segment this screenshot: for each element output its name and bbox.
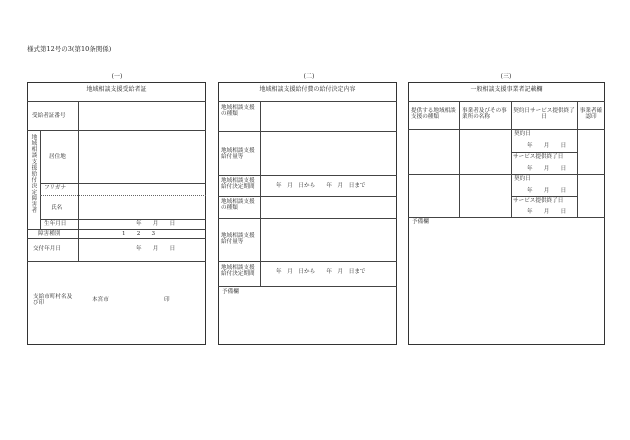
col-contract-header: 契約日サービス提供終了日 bbox=[513, 108, 575, 121]
divider bbox=[511, 152, 577, 153]
furigana-label: フリガナ bbox=[44, 185, 67, 191]
recipient-number-field[interactable] bbox=[80, 104, 202, 126]
dotted-divider bbox=[40, 195, 206, 196]
divider bbox=[218, 196, 397, 197]
service-amount-label-2: 地域相談支援給付量等 bbox=[221, 233, 255, 246]
municipality-label: 支給市町村名及び印 bbox=[33, 294, 73, 307]
section1-marker: (一) bbox=[111, 73, 123, 80]
divider bbox=[40, 130, 41, 229]
section2-remarks-field[interactable] bbox=[221, 297, 394, 342]
divider bbox=[78, 238, 79, 261]
service-amount-label-1: 地域相談支援給付量等 bbox=[221, 148, 255, 161]
divider bbox=[218, 131, 397, 132]
form-number: 様式第12号の3(第10条関係) bbox=[27, 45, 112, 53]
furigana-field[interactable] bbox=[80, 184, 202, 193]
contract-date-label-2: 契約日 bbox=[514, 176, 531, 182]
col-confirm-header: 事業者確認印 bbox=[579, 108, 603, 121]
service-end-label-1: サービス提供終了日 bbox=[513, 154, 564, 160]
decision-period-label-2: 地域相談支援給付決定期間 bbox=[221, 265, 255, 278]
service-end-value-2: 年 月 日 bbox=[527, 209, 567, 215]
decision-period-value-1: 年 月 日から 年 月 日まで bbox=[276, 183, 366, 189]
divider bbox=[577, 101, 578, 217]
divider bbox=[78, 229, 79, 238]
decision-period-label-1: 地域相談支援給付決定期間 bbox=[221, 178, 255, 191]
municipality-name: 本宮市 bbox=[92, 297, 109, 303]
issue-date-value: 年 月 日 bbox=[136, 246, 176, 252]
disability-type-label: 障害種別 bbox=[38, 231, 61, 237]
section2-marker: (二) bbox=[303, 73, 315, 80]
service-type-label-2: 地域相談支援の種類 bbox=[221, 199, 255, 212]
divider bbox=[218, 286, 397, 287]
contract-date-value-1: 年 月 日 bbox=[527, 143, 567, 149]
beneficiary-side-label: 地域相談支援給付決定障害者 bbox=[30, 134, 37, 214]
section2-remarks-label: 予備欄 bbox=[222, 289, 239, 295]
section3-remarks-label: 予備欄 bbox=[412, 219, 429, 225]
divider bbox=[408, 174, 605, 175]
divider bbox=[459, 101, 460, 217]
divider bbox=[511, 196, 577, 197]
address-field[interactable] bbox=[80, 133, 202, 180]
service-end-label-2: サービス提供終了日 bbox=[513, 198, 564, 204]
name-field[interactable] bbox=[80, 197, 202, 217]
divider bbox=[408, 101, 605, 102]
address-label: 居住地 bbox=[49, 154, 66, 160]
disability-type-options[interactable]: 1 2 3 bbox=[122, 231, 156, 237]
name-label: 氏名 bbox=[51, 205, 63, 211]
divider bbox=[27, 101, 206, 102]
seal-label: 印 bbox=[164, 297, 170, 303]
service-type-field-1[interactable] bbox=[262, 103, 394, 129]
divider bbox=[78, 130, 79, 229]
section2-title: 地域相談支援給付費の給付決定内容 bbox=[259, 86, 356, 93]
divider bbox=[218, 101, 397, 102]
recipient-number-label: 受給者証番号 bbox=[32, 113, 66, 119]
col-service-type-header: 提供する地域相談支援の種類 bbox=[411, 108, 456, 121]
divider bbox=[408, 129, 605, 130]
divider bbox=[40, 219, 206, 220]
divider bbox=[218, 175, 397, 176]
divider bbox=[218, 261, 397, 262]
decision-period-value-2: 年 月 日から 年 月 日まで bbox=[276, 269, 366, 275]
divider bbox=[408, 217, 605, 218]
divider bbox=[27, 238, 206, 239]
section1-title: 地域相談支援受給者証 bbox=[86, 86, 147, 93]
contract-date-label-1: 契約日 bbox=[514, 131, 531, 137]
divider bbox=[27, 261, 206, 262]
section3-marker: (三) bbox=[500, 73, 512, 80]
service-type-field-2[interactable] bbox=[262, 198, 394, 216]
divider bbox=[27, 130, 206, 131]
section3-remarks-field[interactable] bbox=[411, 228, 602, 342]
service-type-label-1: 地域相談支援の種類 bbox=[221, 105, 255, 118]
divider bbox=[27, 229, 206, 230]
col-provider-header: 事業者及びその事業所の名称 bbox=[462, 108, 507, 121]
service-end-value-1: 年 月 日 bbox=[527, 166, 567, 172]
issue-date-label: 交付年月日 bbox=[33, 246, 61, 252]
contract-date-value-2: 年 月 日 bbox=[527, 188, 567, 194]
service-amount-field-1[interactable] bbox=[262, 133, 394, 173]
section3-title: 一般相談支援事業者記載欄 bbox=[470, 86, 543, 93]
birthdate-value: 年 月 日 bbox=[136, 221, 176, 227]
divider bbox=[218, 218, 397, 219]
service-amount-field-2[interactable] bbox=[262, 220, 394, 259]
divider bbox=[260, 101, 261, 286]
birthdate-label: 生年月日 bbox=[44, 221, 67, 227]
divider bbox=[78, 101, 79, 130]
